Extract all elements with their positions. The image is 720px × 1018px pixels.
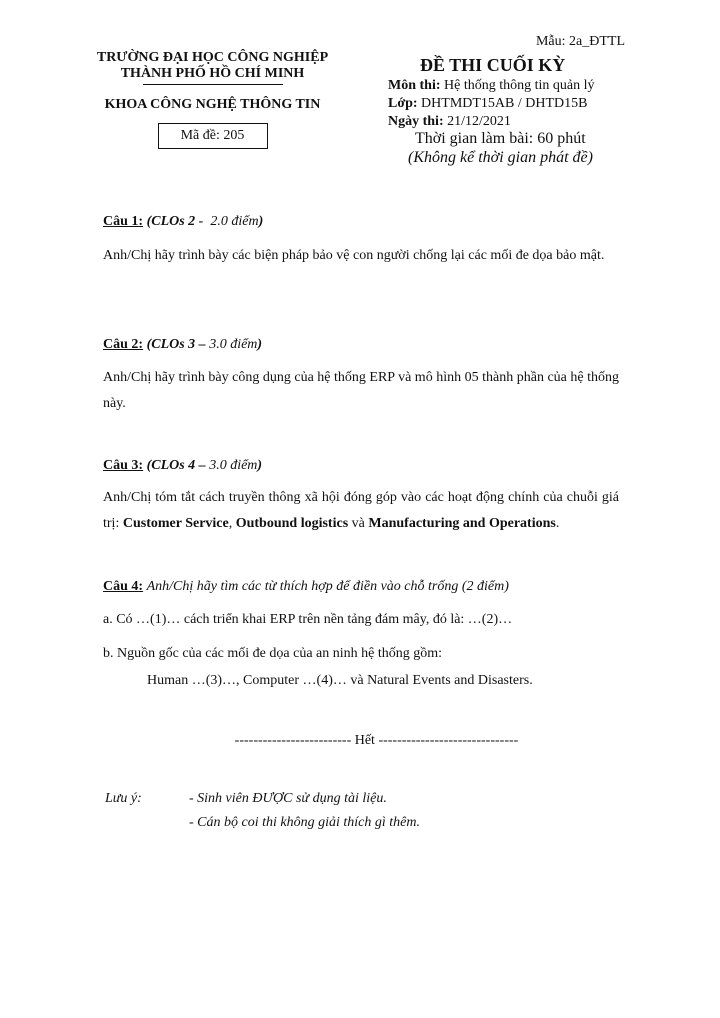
question-4-heading xyxy=(103,579,509,595)
class-line xyxy=(388,96,588,112)
question-3-clo-close: ) xyxy=(257,458,263,473)
question-1-heading xyxy=(103,214,263,230)
question-3-heading xyxy=(103,458,262,474)
question-3-number: Câu 3: xyxy=(103,458,144,473)
class-label: Lớp: xyxy=(388,96,418,111)
form-code: Mẫu: 2a_ĐTTL xyxy=(535,34,625,49)
question-3-body-text: Anh/Chị tóm tắt cách truyền thông xã hội đóng góp vào các hoạt động chính của chuỗi giá trị: xyxy=(103,490,619,531)
question-3-points: 3.0 điểm xyxy=(209,458,258,473)
question-3-clo: (CLOs 4 – xyxy=(146,458,206,473)
question-1-number: Câu 1: xyxy=(103,214,144,229)
question-4-line-a: a. Có …(1)… cách triển khai ERP trên nền tảng đám mây, đó là: …(2)… xyxy=(103,612,513,627)
university-block xyxy=(80,50,345,149)
question-4-line-b: b. Nguồn gốc của các mối đe dọa của an ninh hệ thống gồm: xyxy=(103,646,443,661)
question-2-body: Anh/Chị hãy trình bày công dụng của hệ thống ERP và mô hình 05 thành phần của hệ thống này. xyxy=(103,370,619,411)
exam-code-box: Mã đề: 205 xyxy=(158,123,268,149)
question-1-body: Anh/Chị hãy trình bày các biện pháp bảo vệ con người chống lại các mối đe dọa bảo mật. xyxy=(103,248,605,263)
university-name-line2: THÀNH PHỐ HỒ CHÍ MINH xyxy=(120,66,305,81)
faculty-name: KHOA CÔNG NGHỆ THÔNG TIN xyxy=(104,97,321,112)
question-3-sep-2: và xyxy=(348,516,369,531)
subject-value: Hệ thống thông tin quản lý xyxy=(444,78,595,93)
exam-title: ĐỀ THI CUỐI KỲ xyxy=(420,55,566,75)
question-2-clo: (CLOs 3 – xyxy=(146,337,206,352)
note-item-2: - Cán bộ coi thi không giải thích gì thêm. xyxy=(189,815,420,830)
question-4-line-c: Human …(3)…, Computer …(4)… và Natural Events and Disasters. xyxy=(147,673,533,688)
university-name-line1: TRƯỜNG ĐẠI HỌC CÔNG NGHIỆP xyxy=(96,50,329,65)
question-4-number: Câu 4: xyxy=(103,579,144,594)
class-value: DHTMDT15AB / DHTD15B xyxy=(421,96,588,111)
note-label: Lưu ý: xyxy=(105,791,142,806)
end-of-exam-line: ------------------------- Hết ------------------------------ xyxy=(234,733,519,748)
question-3-end: . xyxy=(555,516,560,531)
question-2-points: 3.0 điểm xyxy=(209,337,258,352)
university-underline xyxy=(143,84,283,85)
question-1-points: 2.0 điểm xyxy=(210,214,259,229)
question-1-clo-close: ) xyxy=(258,214,264,229)
date-line xyxy=(388,114,511,130)
question-3-term-manufacturing: Manufacturing and Operations xyxy=(368,516,556,531)
question-3-term-customer-service: Customer Service xyxy=(122,516,229,531)
date-value: 21/12/2021 xyxy=(447,114,511,129)
question-2-clo-close: ) xyxy=(257,337,263,352)
question-3-sep-1: , xyxy=(228,516,236,531)
question-2-heading xyxy=(103,337,262,353)
question-4-instruction: Anh/Chị hãy tìm các từ thích hợp để điền vào chỗ trống (2 điểm) xyxy=(146,579,509,594)
exam-duration-note: (Không kể thời gian phát đề) xyxy=(408,149,593,166)
question-2-number: Câu 2: xyxy=(103,337,144,352)
question-3-term-outbound-logistics: Outbound logistics xyxy=(235,516,349,531)
subject-label: Môn thi: xyxy=(388,78,441,93)
subject-line xyxy=(388,78,595,94)
exam-duration: Thời gian làm bài: 60 phút xyxy=(415,130,586,147)
question-3-body xyxy=(103,485,619,537)
date-label: Ngày thi: xyxy=(388,114,444,129)
note-item-1: - Sinh viên ĐƯỢC sử dụng tài liệu. xyxy=(189,791,387,806)
question-1-clo: (CLOs 2 - xyxy=(146,214,204,229)
